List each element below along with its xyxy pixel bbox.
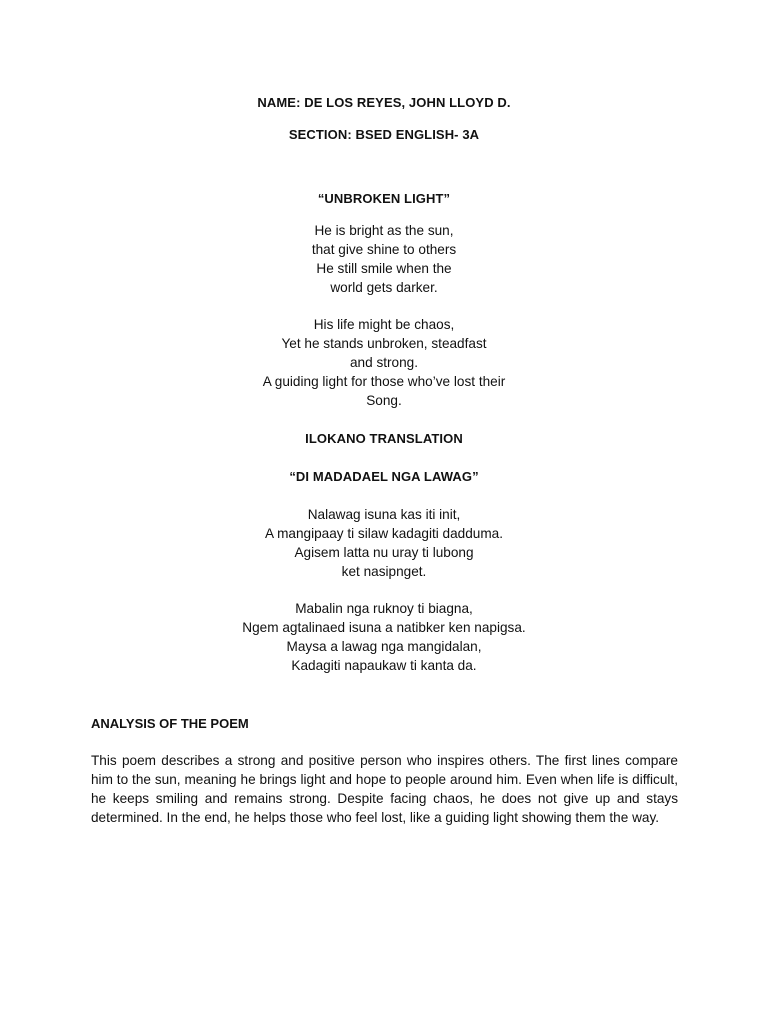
- poem-line: Song.: [366, 392, 402, 408]
- translation-stanza-1: [0, 506, 768, 582]
- poem-line: and strong.: [349, 354, 418, 370]
- translation-line: ket nasipnget.: [341, 563, 427, 579]
- poem-line: world gets darker.: [330, 279, 438, 295]
- poem-stanza-1: [0, 222, 768, 298]
- translation-title: “DI MADADAEL NGA LAWAG”: [289, 469, 479, 484]
- translation-stanza-2: [0, 600, 768, 676]
- student-section: SECTION: BSED ENGLISH- 3A: [288, 127, 480, 142]
- analysis-heading: ANALYSIS OF THE POEM: [91, 716, 249, 731]
- poem-line: A guiding light for those who’ve lost their: [262, 373, 506, 389]
- analysis-paragraph: This poem describes a strong and positive person who inspires others. The first lines compare him to the sun, meaning he brings light and hope to people around him. Even when life is difficult, he keeps smiling and remains strong. Despite facing chaos, he does not give up and stays determined. In the end, he helps those who feel lost, like a guiding light showing them the way.: [91, 753, 678, 825]
- poem-line: His life might be chaos,: [313, 317, 455, 332]
- translation-line: Agisem latta nu uray ti lubong: [294, 544, 474, 560]
- translation-line: Nalawag isuna kas iti init,: [307, 507, 461, 522]
- translation-line: Kadagiti napaukaw ti kanta da.: [291, 657, 477, 673]
- poem-stanza-2: [0, 316, 768, 411]
- poem-line: that give shine to others: [311, 241, 457, 257]
- translation-line: Ngem agtalinaed isuna a natibker ken napigsa.: [242, 619, 526, 635]
- translation-heading: ILOKANO TRANSLATION: [305, 431, 463, 446]
- student-name: NAME: DE LOS REYES, JOHN LLOYD D.: [257, 95, 511, 110]
- poem-title: “UNBROKEN LIGHT”: [317, 191, 451, 206]
- translation-line: A mangipaay ti silaw kadagiti dadduma.: [264, 525, 504, 541]
- poem-line: Yet he stands unbroken, steadfast: [281, 335, 487, 351]
- poem-line: He still smile when the: [316, 260, 452, 276]
- translation-line: Mabalin nga ruknoy ti biagna,: [295, 601, 473, 616]
- poem-line: He is bright as the sun,: [314, 223, 454, 238]
- translation-line: Maysa a lawag nga mangidalan,: [286, 638, 482, 654]
